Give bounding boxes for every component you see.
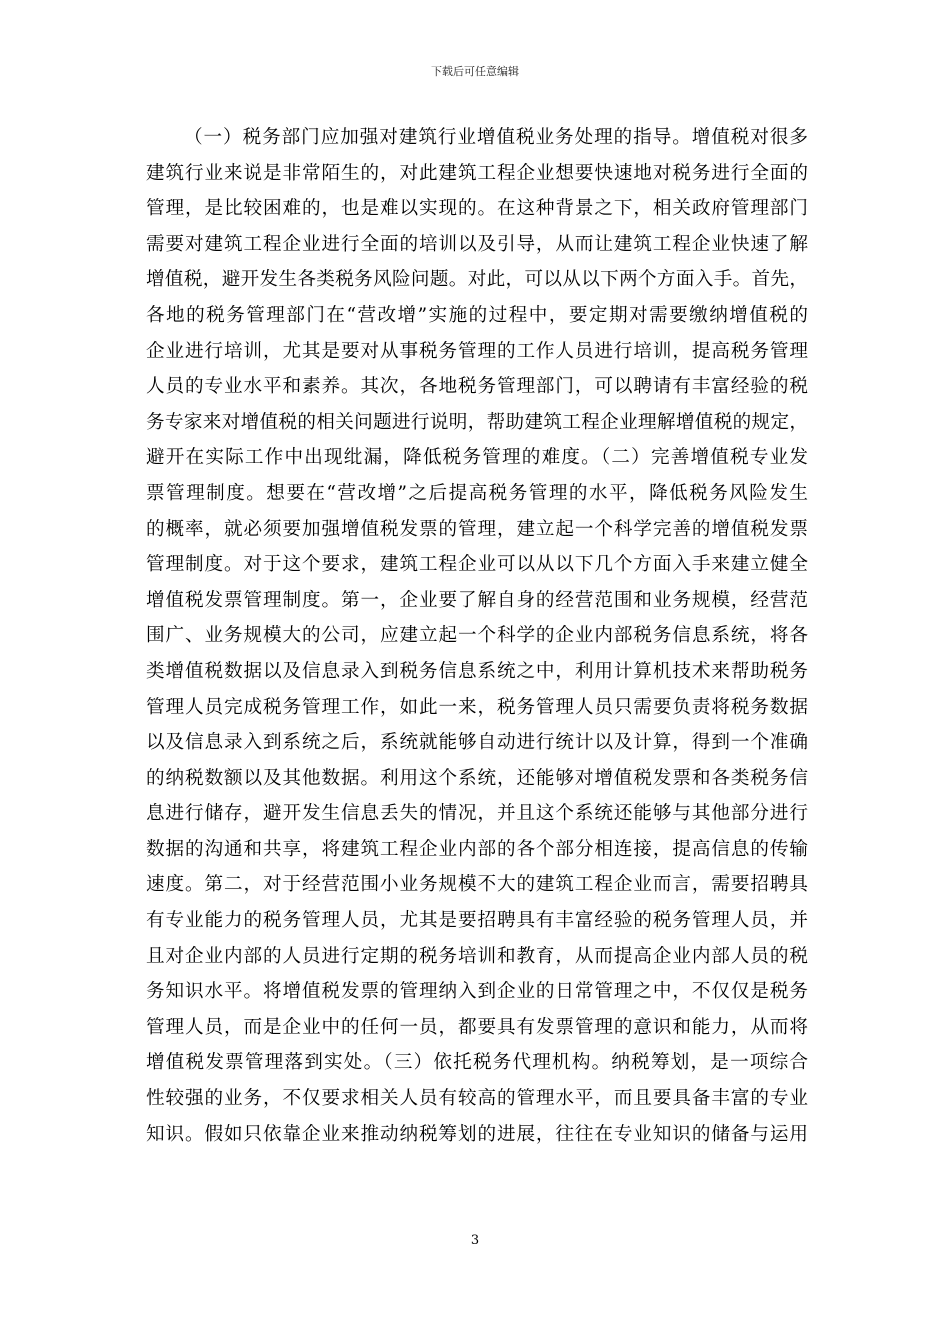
- text-line: 性较强的业务，不仅要求相关人员有较高的管理水平，而且要具备丰富的专业: [146, 1088, 808, 1110]
- text-line: 各地的税务管理部门在“营改增”实施的过程中，要定期对需要缴纳增值税的: [146, 304, 808, 326]
- text-line: 增值税，避开发生各类税务风险问题。对此，可以从以下两个方面入手。首先，: [146, 269, 808, 291]
- text-line: 增值税发票管理制度。第一，企业要了解自身的经营范围和业务规模，经营范: [146, 589, 808, 611]
- text-line: 的概率，就必须要加强增值税发票的管理，建立起一个科学完善的增值税发票: [146, 518, 808, 540]
- page-number: 3: [470, 1233, 480, 1248]
- text-line: （一）税务部门应加强对建筑行业增值税业务处理的指导。增值税对很多: [184, 127, 808, 148]
- text-line: 且对企业内部的人员进行定期的税务培训和教育，从而提高企业内部人员的税: [146, 945, 808, 967]
- text-line: 建筑行业来说是非常陌生的，对此建筑工程企业想要快速地对税务进行全面的: [146, 162, 808, 184]
- text-line: 管理，是比较困难的，也是难以实现的。在这种背景之下，相关政府管理部门: [146, 198, 808, 220]
- text-line: 需要对建筑工程企业进行全面的培训以及引导，从而让建筑工程企业快速了解: [146, 233, 808, 255]
- text-line: 以及信息录入到系统之后，系统就能够自动进行统计以及计算，得到一个准确: [146, 732, 808, 754]
- page-header-note: 下载后可任意编辑: [431, 65, 519, 78]
- text-line: 有专业能力的税务管理人员，尤其是要招聘具有丰富经验的税务管理人员，并: [146, 910, 808, 932]
- text-line: 务知识水平。将增值税发票的管理纳入到企业的日常管理之中，不仅仅是税务: [146, 981, 808, 1003]
- text-line: 知识。假如只依靠企业来推动纳税筹划的进展，往往在专业知识的储备与运用: [146, 1123, 808, 1145]
- text-line: 企业进行培训，尤其是要对从事税务管理的工作人员进行培训，提高税务管理: [146, 340, 808, 362]
- text-line: 管理人员完成税务管理工作，如此一来，税务管理人员只需要负责将税务数据: [146, 696, 808, 718]
- text-line: 息进行储存，避开发生信息丢失的情况，并且这个系统还能够与其他部分进行: [146, 803, 808, 825]
- text-line: 围广、业务规模大的公司，应建立起一个科学的企业内部税务信息系统，将各: [146, 625, 808, 647]
- text-line: 的纳税数额以及其他数据。利用这个系统，还能够对增值税发票和各类税务信: [146, 767, 808, 789]
- text-line: 数据的沟通和共享，将建筑工程企业内部的各个部分相连接，提高信息的传输: [146, 838, 808, 860]
- text-line: 管理制度。对于这个要求，建筑工程企业可以从以下几个方面入手来建立健全: [146, 554, 808, 576]
- body-text: [146, 120, 808, 1152]
- text-line: 类增值税数据以及信息录入到税务信息系统之中，利用计算机技术来帮助税务: [146, 660, 808, 682]
- text-line: 避开在实际工作中出现纰漏，降低税务管理的难度。（二）完善增值税专业发: [146, 447, 808, 469]
- text-line: 票管理制度。想要在“营改增”之后提高税务管理的水平，降低税务风险发生: [146, 482, 808, 504]
- text-line: 速度。第二，对于经营范围小业务规模不大的建筑工程企业而言，需要招聘具: [146, 874, 808, 896]
- text-line: 管理人员，而是企业中的任何一员，都要具有发票管理的意识和能力，从而将: [146, 1016, 808, 1038]
- text-line: 人员的专业水平和素养。其次，各地税务管理部门，可以聘请有丰富经验的税: [146, 376, 808, 398]
- text-line: 增值税发票管理落到实处。（三）依托税务代理机构。纳税筹划，是一项综合: [146, 1052, 808, 1074]
- text-line: 务专家来对增值税的相关问题进行说明，帮助建筑工程企业理解增值税的规定，: [146, 411, 808, 433]
